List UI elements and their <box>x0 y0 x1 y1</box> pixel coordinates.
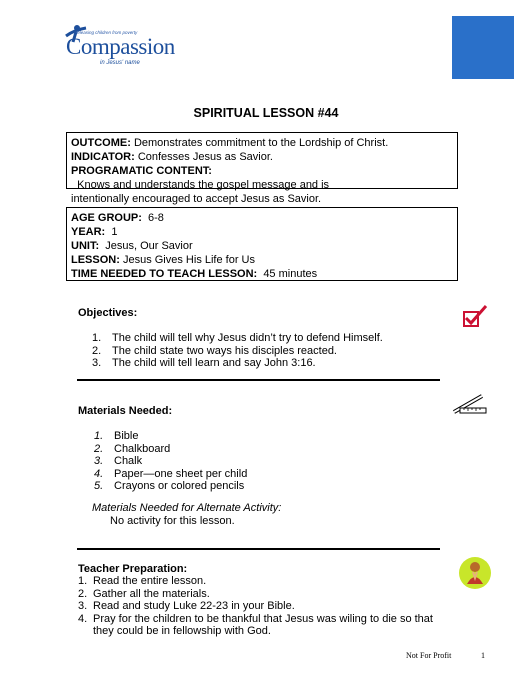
list-item: 3. Read and study Luke 22-23 in your Bible. <box>78 600 295 612</box>
unit-label: UNIT: <box>71 240 100 252</box>
age-value: 6-8 <box>141 212 164 224</box>
lesson-info-box <box>66 207 458 281</box>
page-number: 1 <box>481 651 485 660</box>
outcome-label: OUTCOME: <box>71 137 131 149</box>
programatic-text-1: Knows and understands the gospel message and is <box>71 179 330 191</box>
pencil-ruler-icon <box>452 394 488 416</box>
footer-text: Not For Profit <box>406 651 452 660</box>
logo-tagline: Releasing children from poverty <box>74 30 138 35</box>
logo-subtitle: in Jesus' name <box>100 60 140 66</box>
list-item: 2. Chalkboard <box>94 442 171 455</box>
page-title: SPIRITUAL LESSON #44 <box>193 106 339 120</box>
praying-child-icon <box>458 556 492 590</box>
logo-wordmark: Compassion <box>66 34 175 59</box>
objectives-heading: Objectives: <box>78 307 138 319</box>
list-item: 5. Crayons or colored pencils <box>94 480 245 492</box>
indicator-label: INDICATOR: <box>71 151 135 163</box>
objectives-list <box>92 332 383 370</box>
list-item: 3. Chalk <box>94 455 143 467</box>
compassion-logo <box>52 24 175 70</box>
indicator-text: Confesses Jesus as Savior. <box>134 151 273 163</box>
teacher-prep-heading: Teacher Preparation: <box>78 563 188 575</box>
time-value: 45 minutes <box>257 268 318 280</box>
age-label: AGE GROUP: <box>71 212 142 224</box>
year-label: YEAR: <box>71 226 106 238</box>
programatic-label: PROGRAMATIC CONTENT: <box>71 165 212 177</box>
materials-heading: Materials Needed: <box>78 405 173 417</box>
list-item: 1. The child will tell why Jesus didn’t try to defend Himself. <box>92 332 383 344</box>
programatic-text-2: intentionally encouraged to accept Jesus as Savior. <box>71 193 322 205</box>
year-value: 1 <box>105 226 118 238</box>
list-item: 1. Bible <box>94 430 139 442</box>
list-item: 2. Gather all the materials. <box>78 587 210 600</box>
unit-value: Jesus, Our Savior <box>99 240 193 252</box>
teacher-prep-list <box>78 575 433 638</box>
list-item: 4. Pray for the children to be thankful that Jesus was wiling to die so that <box>78 612 433 625</box>
lesson-label: LESSON: <box>71 254 120 266</box>
time-label: TIME NEEDED TO TEACH LESSON: <box>71 268 258 280</box>
list-item-continuation: they could be in fellowship with God. <box>93 625 271 637</box>
list-item: 2. The child state two ways his disciples reacted. <box>92 344 337 357</box>
divider <box>77 548 440 550</box>
alt-materials-heading: Materials Needed for Alternate Activity: <box>92 502 282 514</box>
list-item: 1. Read the entire lesson. <box>78 575 207 587</box>
checkbox-check-icon <box>462 304 488 328</box>
blue-color-block <box>452 16 514 79</box>
divider <box>77 379 440 381</box>
outcome-text: Demonstrates commitment to the Lordship of Christ. <box>130 137 389 149</box>
list-item: 3. The child will tell learn and say John 3:16. <box>92 357 316 369</box>
materials-list <box>94 430 247 493</box>
list-item: 4. Paper—one sheet per child <box>94 467 248 480</box>
lesson-value: Jesus Gives His Life for Us <box>119 254 255 266</box>
outcome-box <box>66 132 458 205</box>
alt-materials-text: No activity for this lesson. <box>110 515 235 527</box>
